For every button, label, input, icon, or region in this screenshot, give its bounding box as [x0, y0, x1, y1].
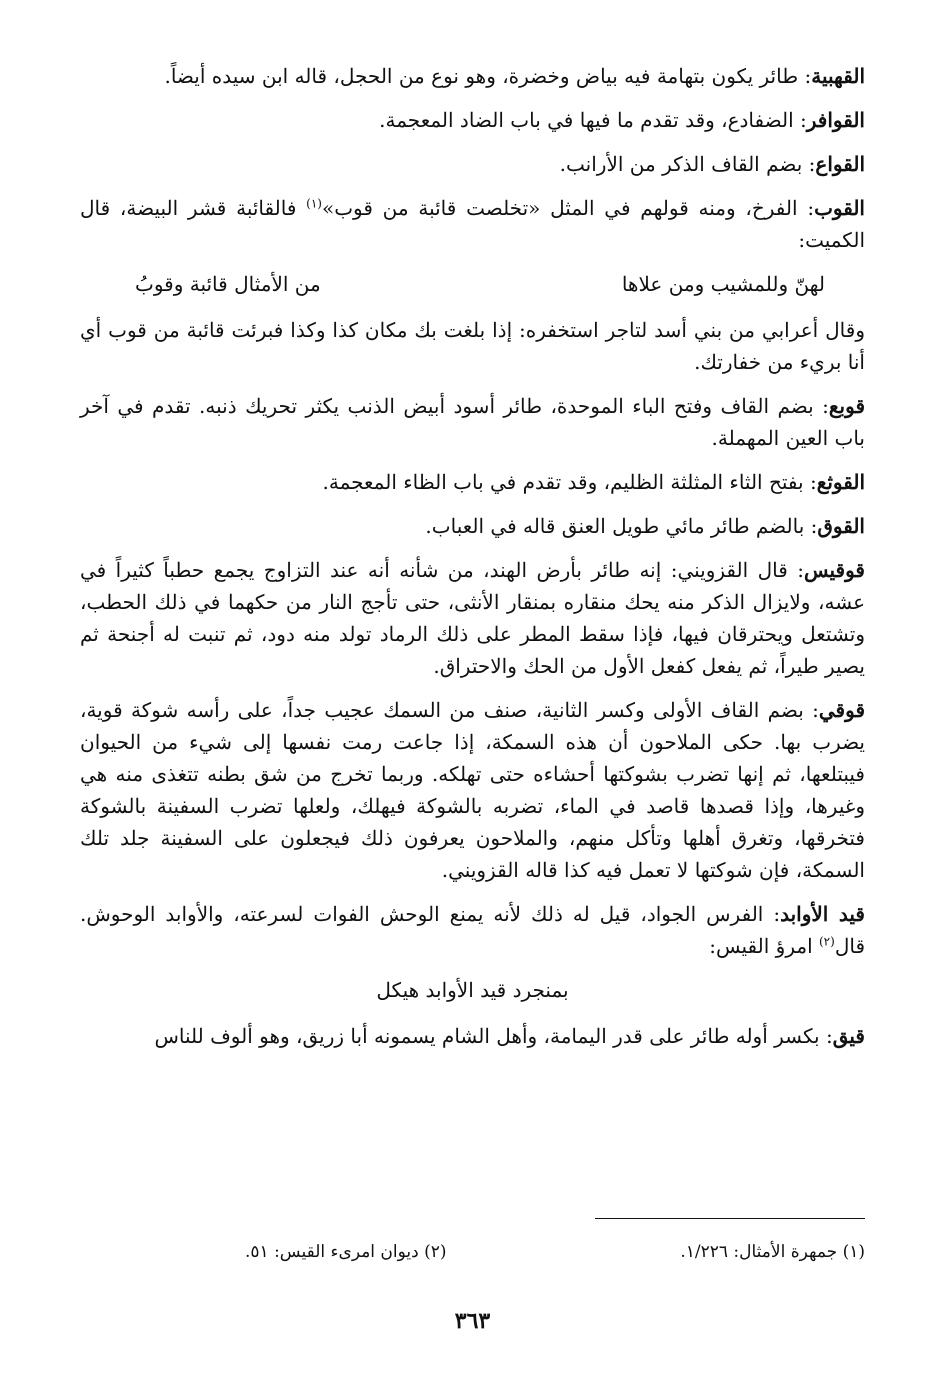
- entry-qub: [80, 192, 865, 256]
- entry-term: قيق: [832, 1024, 865, 1048]
- poem-hemistich: بمنجرد قيد الأوابد هيكل: [376, 978, 569, 1002]
- entry-quqi: [80, 694, 865, 886]
- entry-term: القهبية: [811, 64, 865, 88]
- entry-text: : بضم القاف وفتح الباء الموحدة، طائر أسود أبيض الذنب يكثر تحريك ذنبه. تقدم في آخر باب العين المهملة.: [80, 394, 865, 450]
- page-number: ٣٦٣: [454, 1308, 491, 1334]
- entry-text: : بفتح الثاء المثلثة الظليم، وقد تقدم في باب الظاء المعجمة.: [322, 470, 817, 494]
- entry-qiq: [80, 1020, 865, 1052]
- entry-text-continued: فالقائبة قشر البيضة، قال الكميت:: [80, 196, 865, 252]
- entry-text: : الفرخ، ومنه قولهم في المثل «تخلصت قائبة من قوب»: [321, 196, 815, 220]
- footnote-2: (٢) ديوان امرىء القيس: ٥١.: [245, 1242, 447, 1262]
- entry-text: : بكسر أوله طائر على قدر اليمامة، وأهل الشام يسمونه أبا زريق، وهو ألوف للناس: [154, 1024, 833, 1048]
- entry-term: القوثع: [816, 470, 865, 494]
- poem-verse: [135, 268, 825, 300]
- footnote-1: (١) جمهرة الأمثال: ١/٢٢٦.: [680, 1242, 865, 1262]
- page-body: [80, 60, 865, 1064]
- entry-text: : بالضم طائر مائي طويل العنق قاله في العباب.: [425, 514, 818, 538]
- entry-text: : بضم القاف الأولى وكسر الثانية، صنف من السمك عجيب جداً، على رأسه شوكة قوية، يضرب بها. حكى الملاحون أن هذه السمكة، إذا جاعت رمت نفسها إلى شيء من الحيوان فيبتلعها، ثم إنها تضرب بشوكتها أحشاءه حتى تهلكه. وربما تخرج من شق بطنه تتغذى منه هي وغيرها، وإذا قصدها قاصد في الماء، تضربه بالشوكة فيهلك، ولعلها تضرب السفينة بالشوكة فتخرقها، وتغرق أهلها وتأكل منهم، والملاحون يعرفون ذلك فيجعلون على السفينة جلد تلك السمكة، فإن شوكتها لا تعمل فيه كذا قاله القزويني.: [80, 698, 865, 882]
- verse-second-hemistich: من الأمثال قائبة وقوبُ: [135, 272, 321, 296]
- footnote-ref: (٢): [818, 934, 835, 949]
- entry-qawtha: [80, 466, 865, 498]
- entry-term: القوق: [817, 514, 865, 538]
- entry-term: قوبع: [828, 394, 866, 418]
- footnote-ref: (١): [306, 196, 322, 211]
- entry-qawba: [80, 390, 865, 454]
- entry-term: القواع: [815, 152, 865, 176]
- entry-text: : طائر يكون بتهامة فيه بياض وخضرة، وهو نوع من الحجل، قاله ابن سيده أيضاً.: [164, 64, 812, 88]
- entry-text: : بضم القاف الذكر من الأرانب.: [559, 152, 816, 176]
- entry-term: القوافر: [806, 108, 865, 132]
- entry-text-continued: امرؤ القيس:: [709, 934, 819, 958]
- entry-term: قوقيس: [804, 558, 865, 582]
- entry-term: قيد الأوابد: [780, 902, 865, 926]
- paragraph-arab-saying: وقال أعرابي من بني أسد لتاجر استخفره: إذا بلغت بك مكان كذا وكذا فبرئت قائبة من قوب أي أنا بريء من خفارتك.: [80, 318, 865, 374]
- entry-term: القوب: [814, 196, 865, 220]
- verse-first-hemistich: لهنّ وللمشيب ومن علاها: [621, 272, 825, 296]
- entry-qayd-al-awabid: [80, 898, 865, 962]
- entry-quq: [80, 510, 865, 542]
- entry-qawa: [80, 148, 865, 180]
- entry-text: : قال القزويني: إنه طائر بأرض الهند، من شأنه أنه عند التزاوج يجمع حطباً كثيراً في عشه، ولايزال الذكر منه يحك منقاره بمنقار الأنثى، حتى تأجج النار من حكهما في ذلك الحطب، وتشتعل ويحترقان فيها، فإذا سقط المطر على ذلك الرماد تولد منه دود، ثم تنبت له أجنحة ثم يصير طيراً، ثم يفعل كفعل الأول من الحك والاحتراق.: [80, 558, 865, 678]
- entry-quqis: [80, 554, 865, 682]
- entry-term: قوقي: [818, 698, 865, 722]
- entry-qahbiya: [80, 60, 865, 92]
- footnotes: [245, 1240, 865, 1264]
- entry-qawafir: [80, 104, 865, 136]
- entry-text: : الفرس الجواد، قيل له ذلك لأنه يمنع الوحش الفوات لسرعته، والأوابد الوحوش. قال: [80, 902, 865, 958]
- entry-text: : الضفادع، وقد تقدم ما فيها في باب الضاد المعجمة.: [379, 108, 807, 132]
- footnote-divider: [595, 1218, 865, 1219]
